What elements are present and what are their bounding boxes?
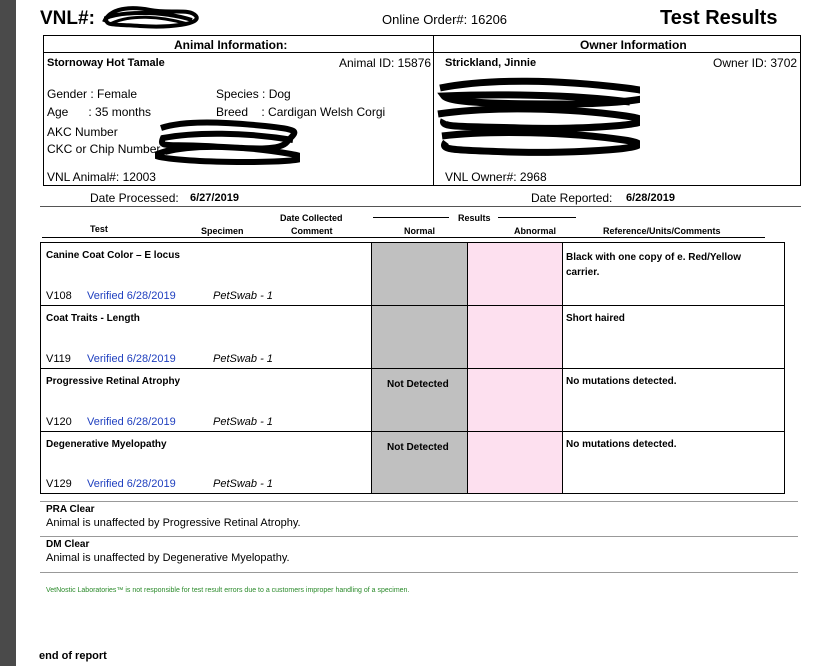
owner-section-title: Owner Information <box>580 38 687 52</box>
vnl-owner-number: VNL Owner#: 2968 <box>445 170 547 184</box>
test-name: Coat Traits - Length <box>46 313 140 324</box>
page-title: Test Results <box>660 7 778 29</box>
abnormal-cell <box>467 431 563 494</box>
col-date-collected: Date Collected <box>280 213 343 223</box>
result-comment: Black with one copy of e. Red/Yellow carrier. <box>566 252 742 278</box>
col-abnormal: Abnormal <box>514 226 557 236</box>
animal-species: Species : Dog <box>216 87 291 101</box>
summary-text: Animal is unaffected by Progressive Retinal Atrophy. <box>46 517 301 529</box>
viewer-left-edge <box>0 0 16 666</box>
result-comment: No mutations detected. <box>566 439 677 450</box>
animal-section-title: Animal Information: <box>174 38 288 52</box>
col-reference: Reference/Units/Comments <box>603 226 721 236</box>
summary-text: Animal is unaffected by Degenerative Myelopathy. <box>46 552 290 564</box>
date-processed-label: Date Processed: <box>90 191 179 205</box>
end-of-report: end of report <box>39 650 107 662</box>
normal-cell <box>371 305 468 369</box>
date-processed: 6/27/2019 <box>190 192 239 204</box>
disclaimer: VetNostic Laboratories™ is not responsible for test result errors due to a customers improper handling of a specimen. <box>46 587 410 594</box>
abnormal-cell <box>467 305 563 369</box>
normal-result: Not Detected <box>387 379 449 390</box>
redaction-scribble <box>155 118 300 166</box>
test-name: Progressive Retinal Atrophy <box>46 376 181 387</box>
specimen-value: PetSwab - 1 <box>213 290 273 302</box>
animal-gender: Gender : Female <box>47 87 138 101</box>
specimen-value: PetSwab - 1 <box>213 478 273 490</box>
summary-title: PRA Clear <box>46 504 95 515</box>
date-reported: 6/28/2019 <box>626 192 675 204</box>
normal-cell <box>371 368 468 432</box>
abnormal-cell <box>467 242 563 306</box>
summary-title: DM Clear <box>46 539 90 550</box>
specimen-value: PetSwab - 1 <box>213 353 273 365</box>
animal-name: Stornoway Hot Tamale <box>47 57 165 69</box>
animal-id: Animal ID: 15876 <box>339 56 432 70</box>
test-name: Degenerative Myelopathy <box>46 439 167 450</box>
specimen-value: PetSwab - 1 <box>213 416 273 428</box>
col-specimen: Specimen <box>201 226 244 236</box>
owner-name: Strickland, Jinnie <box>445 57 537 69</box>
vnl-animal-number: VNL Animal#: 12003 <box>47 170 156 184</box>
test-code: V119 <box>46 353 71 365</box>
animal-age: Age : 35 months <box>47 105 152 119</box>
col-results: Results <box>458 213 491 223</box>
test-code: V108 <box>46 290 72 302</box>
normal-cell <box>371 242 468 306</box>
test-name: Canine Coat Color – E locus <box>46 250 180 261</box>
col-test: Test <box>90 224 108 234</box>
verified-date: Verified 6/28/2019 <box>87 290 176 302</box>
verified-date: Verified 6/28/2019 <box>87 416 176 428</box>
vnl-label: VNL#: <box>40 8 95 29</box>
result-comment: Short haired <box>566 313 625 324</box>
test-code: V129 <box>46 478 72 490</box>
owner-id: Owner ID: 3702 <box>713 56 798 70</box>
date-reported-label: Date Reported: <box>531 191 613 205</box>
ckc-chip-label: CKC or Chip Number <box>47 142 161 156</box>
col-comment: Comment <box>291 226 333 236</box>
animal-breed: Breed : Cardigan Welsh Corgi <box>216 105 386 119</box>
verified-date: Verified 6/28/2019 <box>87 478 176 490</box>
redaction-scribble <box>430 74 640 164</box>
akc-number-label: AKC Number <box>47 125 118 139</box>
verified-date: Verified 6/28/2019 <box>87 353 176 365</box>
online-order-number: Online Order#: 16206 <box>382 12 508 27</box>
redaction-scribble <box>100 4 200 30</box>
abnormal-cell <box>467 368 563 432</box>
col-normal: Normal <box>404 226 436 236</box>
normal-cell <box>371 431 468 494</box>
test-code: V120 <box>46 416 72 428</box>
normal-result: Not Detected <box>387 442 449 453</box>
result-comment: No mutations detected. <box>566 376 677 387</box>
